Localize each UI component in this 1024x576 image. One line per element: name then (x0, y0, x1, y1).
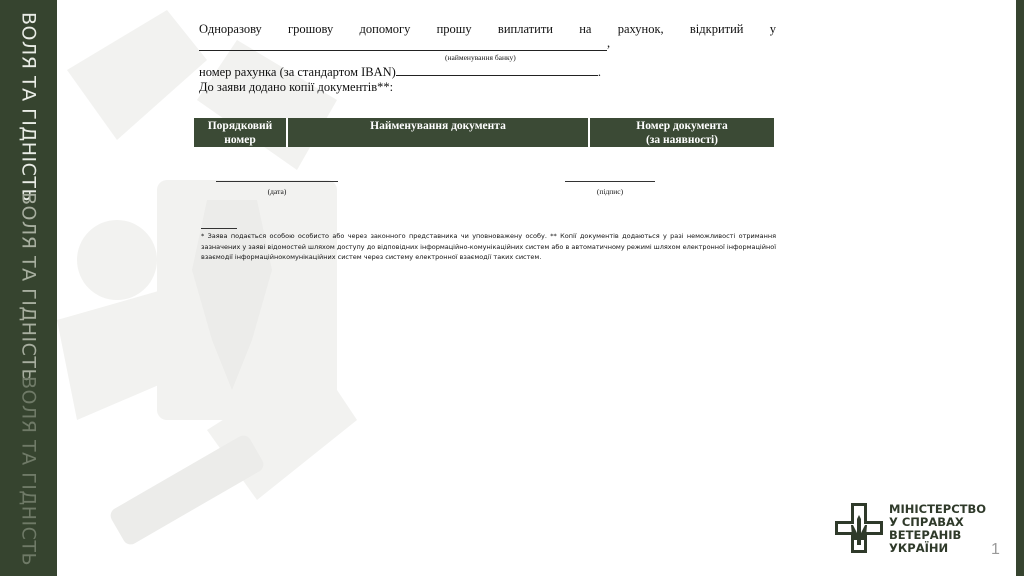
line1-word: на (579, 22, 592, 36)
line1-word: відкритий (689, 22, 744, 36)
header-line: Номер документа (636, 120, 728, 132)
bank-comma: , (607, 36, 611, 50)
column-header-document-number (589, 118, 774, 147)
iban-end: . (597, 65, 601, 79)
trident-cross-icon (835, 503, 883, 553)
line1-word: у (769, 22, 776, 36)
bank-caption: (найменування банку) (445, 53, 516, 62)
footnote-divider (201, 228, 237, 229)
line1-word: рахунок, (617, 22, 664, 36)
line1-word: допомогу (359, 22, 411, 36)
ministry-name (889, 503, 986, 555)
date-caption: (дата) (267, 187, 287, 196)
header-line: Порядковий (207, 120, 273, 132)
ministry-name-line: У СПРАВАХ (889, 515, 964, 529)
ministry-logo (835, 503, 985, 555)
sidebar-slogan-1: ВОЛЯ ТА ГІДНІСТЬ (17, 12, 40, 202)
documents-table (194, 118, 774, 147)
column-header-number (194, 118, 287, 147)
attachments-label: До заяви додано копії документів**: (199, 80, 394, 94)
ministry-name-line: УКРАЇНИ (889, 541, 949, 555)
header-line: Найменування документа (370, 120, 506, 132)
header-line: (за наявності) (645, 134, 719, 146)
column-header-document-name (287, 118, 589, 147)
signature-block (565, 181, 655, 196)
iban-label: номер рахунка (за стандартом IBAN) (199, 65, 396, 79)
ministry-name-line: ВЕТЕРАНІВ (889, 528, 962, 542)
table-header-row (194, 118, 774, 147)
line1-word: виплатити (497, 22, 553, 36)
iban-field[interactable] (396, 65, 598, 76)
left-sidebar (0, 0, 57, 576)
signature-field[interactable] (565, 181, 655, 182)
right-edge-bar (1016, 0, 1024, 576)
sidebar-slogan-2: ВОЛЯ ТА ГІДНІСТЬ (17, 192, 40, 382)
payment-request-line (199, 22, 776, 37)
iban-row (199, 65, 601, 80)
date-block (216, 181, 338, 196)
ministry-name-line: МІНІСТЕРСТВО (889, 502, 987, 516)
line1-word: прошу (436, 22, 472, 36)
page-number: 1 (991, 541, 1000, 558)
line1-word: грошову (288, 22, 334, 36)
header-line: номер (224, 134, 256, 146)
bank-name-field[interactable] (199, 42, 607, 51)
signature-caption: (підпис) (596, 187, 624, 196)
sidebar-slogan-3: ВОЛЯ ТА ГІДНІСТЬ (17, 376, 40, 566)
line1-word: Одноразову (199, 22, 262, 36)
footnote: * Заява подається особою особисто або через законного представника чи уповноважену особу. ** Копії документів додаються у разі неможливості отримання зазначених у заяві відомостей шляхом доступу до відповідних інформаційно-комунікаційних систем або в автоматичному режимі шляхом електронної інформаційної взаємодії інформаційнокомунікаційних систем через систему електронної взаємодії таких систем. (201, 232, 776, 261)
date-field[interactable] (216, 181, 338, 182)
